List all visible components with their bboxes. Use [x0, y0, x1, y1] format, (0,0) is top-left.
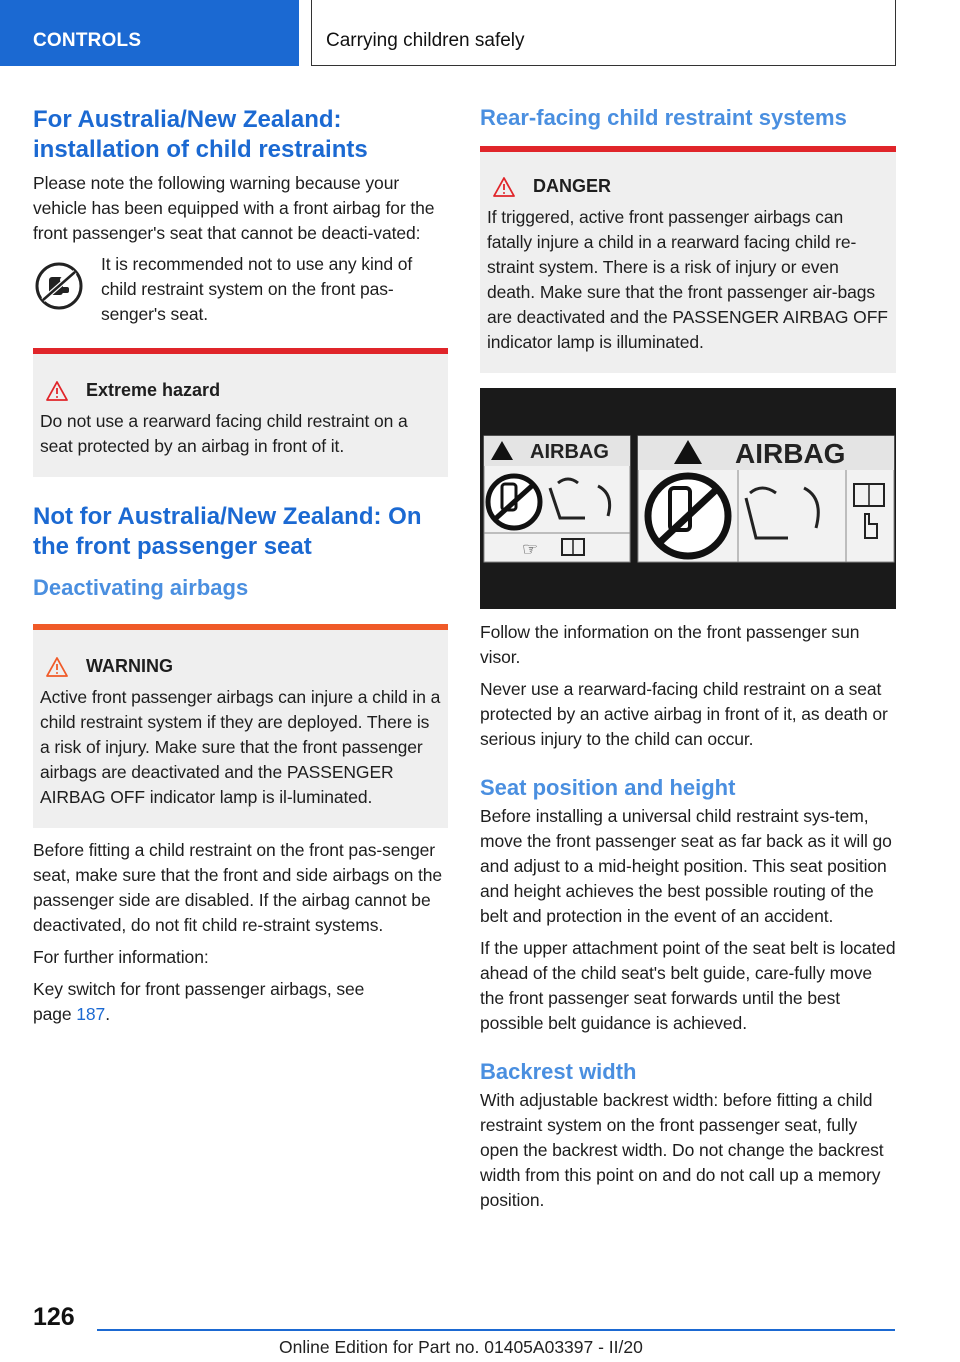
page-header	[0, 0, 960, 66]
right-column	[480, 100, 896, 1213]
warning-title-row	[40, 656, 441, 677]
danger-title-row	[487, 176, 889, 197]
key-switch-paragraph	[33, 977, 403, 1027]
seat-paragraph: Before installing a universal child restraint sys-tem, move the front passenger seat as far back as it will go and adjust to a mid-height position. This seat position and height achieves the best possible routing of the belt and protection in the event of an accident.	[480, 806, 892, 926]
backrest-paragraph: With adjustable backrest width: before fitting a child restraint system on the front passenger seat, fully open the backrest width. Do not change the backrest width from this point on and do not call up a memory position.	[480, 1090, 884, 1210]
note-row	[33, 252, 448, 327]
page-number: 126	[33, 1303, 75, 1331]
warning-triangle-icon	[493, 177, 515, 197]
warning-box	[33, 624, 448, 828]
intro-paragraph: Please note the following warning because your vehicle has been equipped with a front airbag for the front passenger's seat that cannot be deacti-vated:	[33, 173, 435, 243]
left-column	[33, 100, 448, 1027]
hazard-box	[33, 348, 448, 477]
page-link[interactable]: 187	[76, 1004, 106, 1024]
heading-seat-position: Seat position and height	[480, 775, 736, 800]
breadcrumb: Carrying children safely	[311, 0, 896, 66]
airbag-warning-labels	[480, 388, 896, 609]
edition-text: Online Edition for Part no. 01405A03397 - II/20	[279, 1337, 643, 1357]
danger-title: DANGER	[533, 176, 612, 196]
label-small-text: AIRBAG	[530, 441, 609, 463]
warning-text: Active front passenger airbags can injure a child in a child restraint system if they are deployed. There is a risk of injury. Make sure that the front passenger airbags are deactivated and the PASSENGER AIRBAG OFF indicator lamp is il-luminated.	[40, 687, 441, 807]
heading-deactivating-airbags: Deactivating airbags	[33, 575, 249, 600]
no-child-seat-icon	[35, 262, 83, 310]
follow-paragraph: Follow the information on the front passenger sun visor.	[480, 622, 860, 667]
further-info-paragraph: For further information:	[33, 947, 209, 967]
hazard-title-row	[40, 380, 441, 401]
danger-box	[480, 146, 896, 373]
key-switch-text: Key switch for front passenger airbags, see page	[33, 979, 365, 1024]
heading-australia: For Australia/New Zealand: installation of child restraints	[33, 106, 368, 163]
heading-not-australia: Not for Australia/New Zealand: On the front passenger seat	[33, 503, 422, 560]
section-tab[interactable]: CONTROLS	[0, 0, 299, 66]
upper-attachment-paragraph: If the upper attachment point of the seat belt is located ahead of the child seat's belt guide, care-fully move the front passenger seat forwards until the best possible belt guidance is achieved.	[480, 938, 896, 1033]
footer-divider	[97, 1329, 895, 1331]
airbag-label-photo	[480, 388, 896, 609]
danger-text: If triggered, active front passenger airbags can fatally injure a child in a rearward facing child re-straint system. There is a risk of injury or even death. Make sure that the front passenger air-bags are deactivated and the PASSENGER AIRBAG OFF indicator lamp is illuminated.	[487, 207, 888, 352]
fitting-paragraph: Before fitting a child restraint on the front pas-senger seat, make sure that the front and side airbags on the passenger side are disabled. If the airbag cannot be deactivated, do not fit child re-straint systems.	[33, 840, 443, 935]
note-text: It is recommended not to use any kind of child restraint system on the front pas-senger's seat.	[101, 254, 413, 324]
never-paragraph: Never use a rearward-facing child restraint on a seat protected by an active airbag in front of it, as death or serious injury to the child can occur.	[480, 679, 888, 749]
heading-rear-facing: Rear-facing child restraint systems	[480, 105, 847, 130]
warning-triangle-icon	[46, 657, 68, 677]
hazard-title: Extreme hazard	[86, 380, 221, 400]
warning-title: WARNING	[86, 656, 173, 676]
page-link-period: .	[105, 1004, 110, 1024]
hazard-text: Do not use a rearward facing child restraint on a seat protected by an airbag in front of it.	[40, 411, 408, 456]
heading-backrest-width: Backrest width	[480, 1059, 637, 1084]
label-large-text: AIRBAG	[735, 438, 846, 469]
warning-triangle-icon	[46, 381, 68, 401]
hand-point-icon: ☞	[522, 539, 539, 560]
